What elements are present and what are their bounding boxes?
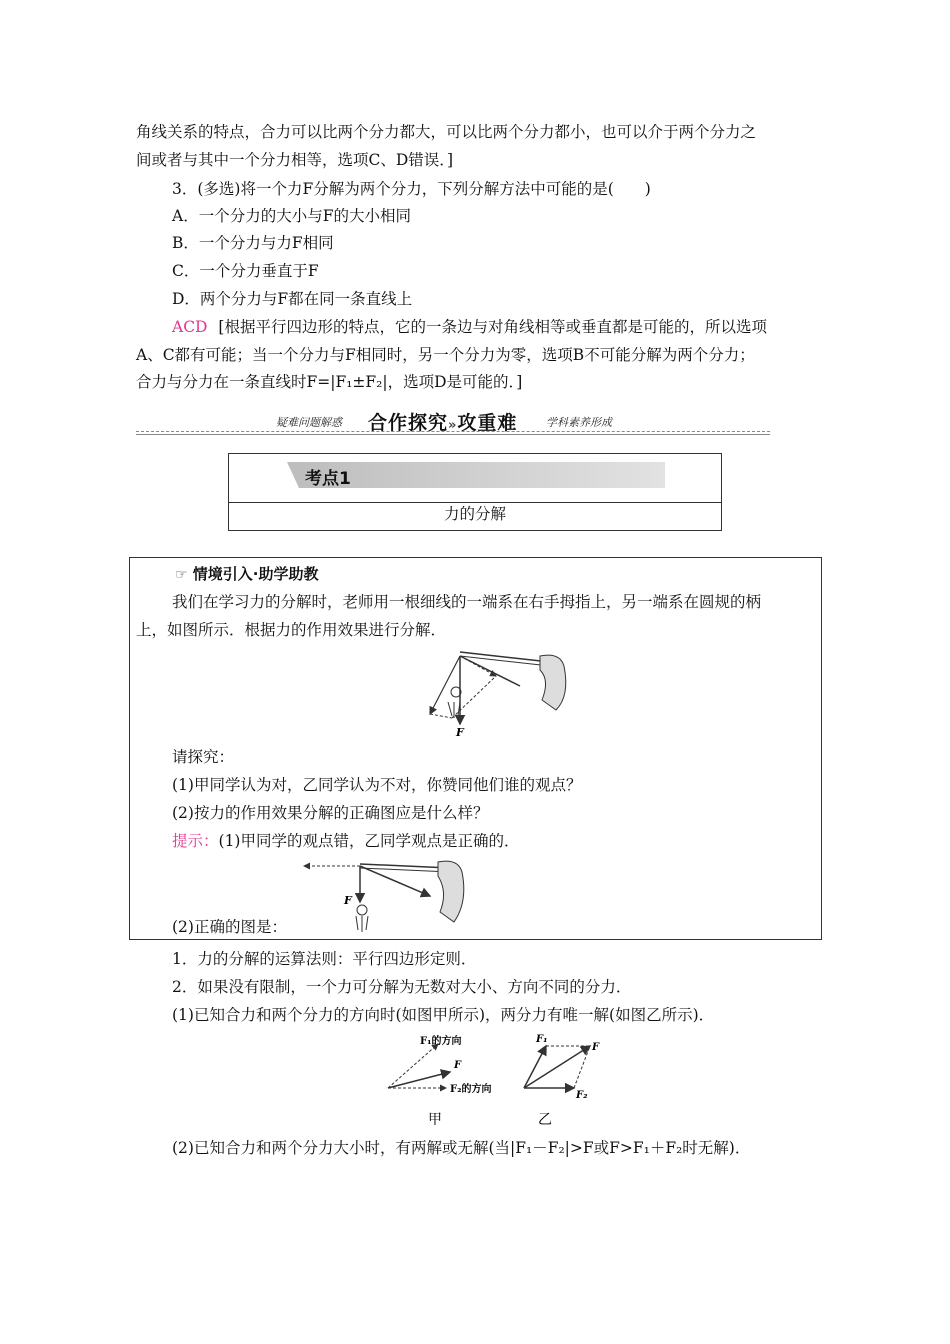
double-chevron-icon: » <box>448 418 458 433</box>
label-f: F <box>454 1060 462 1071</box>
answer-explanation: 合力与分力在一条直线时F=|F₁±F₂|，选项D是可能的．] <box>136 373 523 391</box>
option-b: B．一个分力与力F相同 <box>172 234 334 252</box>
situation-intro: 上，如图所示．根据力的作用效果进行分解． <box>136 621 447 639</box>
kaodian-title: 力的分解 <box>443 505 506 523</box>
section-header <box>136 410 770 436</box>
option-d: D．两个分力与F都在同一条直线上 <box>172 290 413 308</box>
compass-figure-1 <box>420 648 580 740</box>
kaodian-box <box>228 453 722 531</box>
option-a: A．一个分力的大小与F的大小相同 <box>172 207 411 225</box>
option-c: C．一个分力垂直于F <box>172 262 319 280</box>
section-header-title: 合作探究»攻重难 <box>368 412 518 434</box>
answer-line <box>172 317 767 337</box>
paragraph-line: 1．力的分解的运算法则：平行四边形定则． <box>172 950 477 968</box>
paragraph-line: (2)已知合力和两个分力大小时，有两解或无解(当|F₁－F₂|>F或F>F₁＋F₂时无解)． <box>172 1139 751 1157</box>
hint-line: 提示：(1)甲同学的观点错，乙同学观点是正确的． <box>172 832 520 850</box>
situation-heading: ☞ 情境引入·助学助教 <box>175 565 319 583</box>
section-header-right: 学科素养形成 <box>546 416 612 429</box>
kaodian-tab <box>287 462 665 488</box>
paragraph-line: 2．如果没有限制，一个力可分解为无数对大小、方向不同的分力． <box>172 978 632 996</box>
label-f2: F₂ <box>576 1090 588 1101</box>
explore-question: (1)甲同学认为对，乙同学认为不对，你赞同他们谁的观点？ <box>172 776 582 794</box>
label-f: F <box>592 1042 600 1053</box>
force-label: F <box>344 894 352 907</box>
explore-question: (2)按力的作用效果分解的正确图应是什么样？ <box>172 804 489 822</box>
answer-explanation: [根据平行四边形的特点，它的一条边与对角线相等或垂直都是可能的，所以选项 <box>218 318 767 336</box>
label-f1: F₁ <box>536 1034 548 1045</box>
situation-intro: 我们在学习力的分解时，老师用一根细线的一端系在右手拇指上，另一端系在圆规的柄 <box>172 593 762 611</box>
caption-yi: 乙 <box>538 1112 552 1128</box>
force-label: F <box>456 726 464 739</box>
section-header-left: 疑难问题解惑 <box>276 416 342 429</box>
label-f2-direction: F₂的方向 <box>450 1084 492 1095</box>
kaodian-label: 考点1 <box>305 469 351 489</box>
label-f1-direction: F₁的方向 <box>420 1036 462 1047</box>
hint-label: 提示： <box>172 832 219 850</box>
answer-key: ACD <box>172 318 208 336</box>
paragraph-line: (1)已知合力和两个分力的方向时(如图甲所示)，两分力有唯一解(如图乙所示)． <box>172 1006 715 1024</box>
caption-jia: 甲 <box>428 1112 442 1128</box>
hint-line: (2)正确的图是： <box>172 918 287 936</box>
question-stem: 3．(多选)将一个力F分解为两个分力，下列分解方法中可能的是( ) <box>172 180 651 198</box>
explore-label: 请探究： <box>172 748 235 766</box>
answer-explanation: A、C都有可能；当一个分力与F相同时，另一个分力为零，选项B不可能分解为两个分力； <box>136 346 755 364</box>
compass-figure-2 <box>300 856 470 936</box>
divider <box>136 434 770 435</box>
paragraph-line: 角线关系的特点，合力可以比两个分力都大，可以比两个分力都小，也可以介于两个分力之 <box>136 123 757 141</box>
paragraph-line: 间或者与其中一个分力相等，选项C、D错误．] <box>136 151 454 169</box>
divider <box>136 431 770 432</box>
decomposition-diagram <box>380 1030 610 1130</box>
pointing-hand-icon: ☞ <box>175 567 188 583</box>
